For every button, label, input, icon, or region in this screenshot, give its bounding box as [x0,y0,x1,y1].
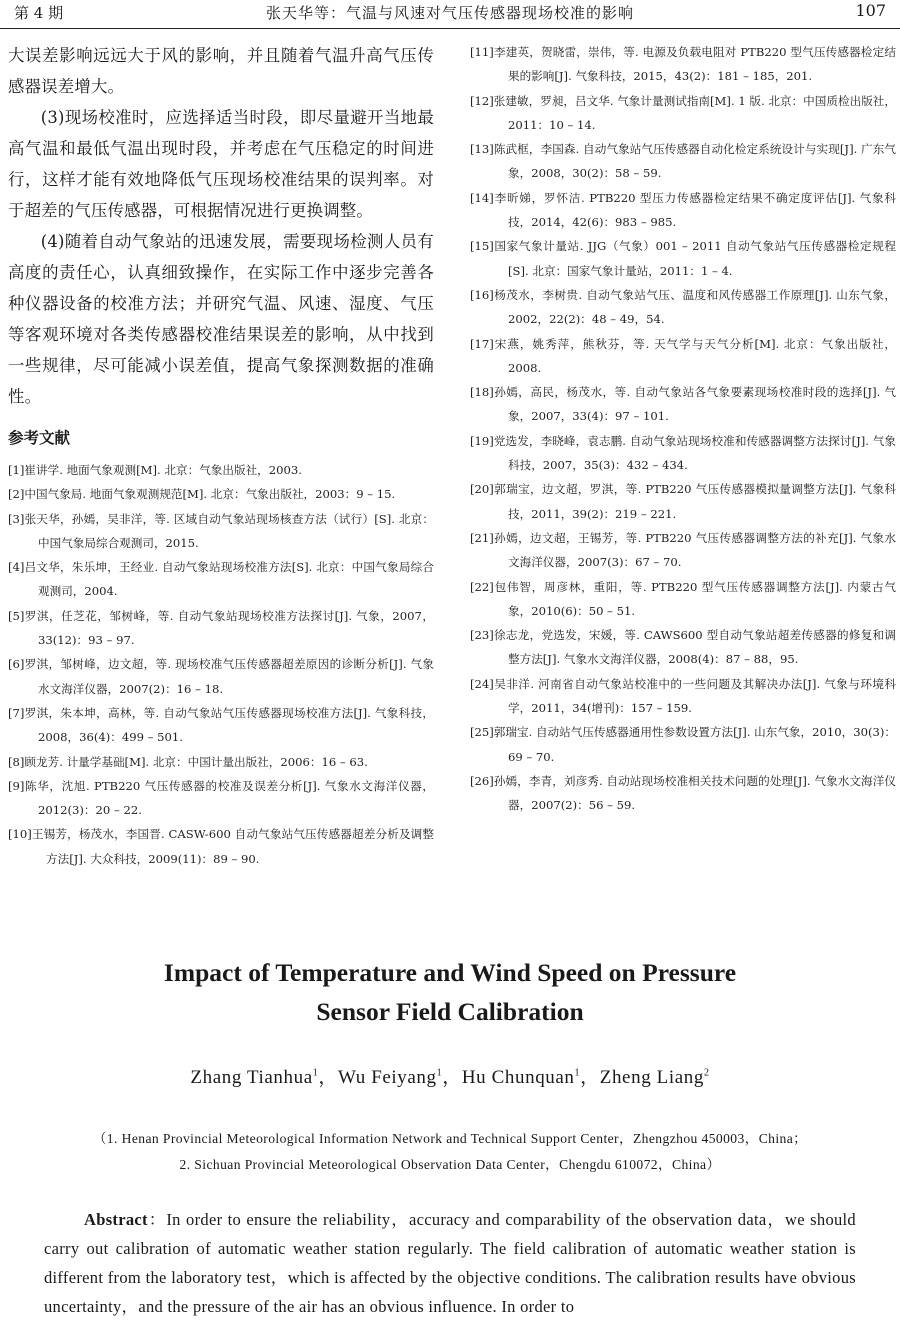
reference-item: [2]中国气象局. 地面气象观测规范[M]. 北京：气象出版社，2003：9 – 15. [8,487,396,502]
reference-item: [24]吴非洋. 河南省自动气象站校准中的一些问题及其解决办法[J]. 气象与环境科学，2011，34(增刊)：157 – 159. [470,676,896,716]
author-affiliation-mark: 1 [312,1067,319,1079]
author-name: Wu Feiyang [337,1067,437,1088]
reference-item: [20]郭瑞宝，边文超，罗淇，等. PTB220 气压传感器模拟量调整方法[J]. 气象科技，2011，39(2)：219 – 221. [470,482,896,521]
author-name: Hu Chunquan [461,1067,575,1088]
running-title: 张天华等：气温与风速对气压传感器现场校准的影响 [265,4,634,22]
reference-item: [18]孙嫣，高民，杨茂水，等. 自动气象站各气象要素现场校准时段的选择[J]. 气象，2007，33(4)：97 – 101. [470,385,896,424]
page-number: 107 [855,1,886,20]
reference-item: [3]张天华，孙嫣，吴非洋，等. 区域自动气象站现场核查方法（试行）[S]. 北京：中国气象局综合观测司，2015. [8,511,434,550]
reference-item: [8]顾龙芳. 计量学基础[M]. 北京：中国计量出版社，2006：16 – 63. [8,754,368,769]
body-paragraph: 大误差影响远远大于风的影响，并且随着气温升高气压传感器误差增大。 [8,46,434,96]
reference-item: [22]包伟智，周彦林，重阳，等. PTB220 型气压传感器调整方法[J]. 内蒙古气象，2010(6)：50 – 51. [470,579,896,618]
reference-item: [4]吕文华，朱乐坤，王经业. 自动气象站现场校准方法[S]. 北京：中国气象局综合观测司，2004. [8,560,434,599]
running-header [0,0,900,29]
author-affiliation-mark: 1 [574,1067,581,1079]
affiliation-line: （1. Henan Provincial Meteorological Information Network and Technical Support Center，Zhengzhou 450003，China； [92,1131,808,1146]
abstract-label: Abstract [84,1210,148,1229]
english-title-line: Impact of Temperature and Wind Speed on Pressure [163,958,737,987]
right-column [470,40,896,818]
reference-item: [6]罗淇，邹树峰，边文超，等. 现场校准气压传感器超差原因的诊断分析[J]. 气象水文海洋仪器，2007(2)：16 – 18. [8,657,434,696]
author-affiliation-mark: 2 [703,1067,710,1079]
author-name: Zheng Liang [599,1067,704,1088]
reference-item: [12]张建敏，罗昶，吕文华. 气象计量测试指南[M]. 1 版. 北京：中国质检出版社，2011：10 – 14. [470,93,896,132]
author-affiliation-mark: 1 [436,1067,443,1079]
author-name: Zhang Tianhua [190,1067,313,1088]
reference-item: [10]王锡芳，杨茂水，李国晋. CASW-600 自动气象站气压传感器超差分析及调整方法[J]. 大众科技，2009(11)：89 – 90. [8,827,434,866]
reference-item: [15]国家气象计量站. JJG（气象）001 – 2011 自动气象站气压传感器检定规程[S]. 北京：国家气象计量站，2011：1 – 4. [470,239,896,278]
reference-item: [19]党选发，李晓峰，袁志鹏. 自动气象站现场校准和传感器调整方法探讨[J]. 气象科技，2007，35(3)：432 – 434. [470,433,896,473]
affiliation-line: 2. Sichuan Provincial Meteorological Observation Data Center，Chengdu 610072，China） [179,1157,721,1172]
abstract-paragraph: Abstract：In order to ensure the reliability，accuracy and comparability of the observation data，we should carry out calibration of automatic weather station regularly. The field calibration of automatic weather station is different from the laboratory test，which is affected by the objective conditions. The calibration results have obvious uncertainty，and the pressure of the air has an obvious influence. In order to [44,1210,856,1316]
references-heading: 参考文献 [8,429,71,447]
abstract-text: In order to ensure the reliability，accuracy and comparability of the observation data，we should carry out calibration of automatic weather station regularly. The field calibration of automatic weather station is different from the laboratory test，which is affected by the objective conditions. The calibration results have obvious uncertainty，and the pressure of the air has an obvious influence. In order to [44,1210,856,1316]
issue-number: 第 4 期 [14,4,64,22]
body-paragraph: (3)现场校准时，应选择适当时段，即尽量避开当地最高气温和最低气温出现时段，并考虑在气压稳定的时间进行，这样才能有效地降低气压现场校准结果的误判率。对于超差的气压传感器，可根据情况进行更换调整。 [8,108,434,220]
reference-item: [16]杨茂水，李树贵. 自动气象站气压、温度和风传感器工作原理[J]. 山东气象，2002，22(2)：48 – 49，54. [470,287,896,327]
english-title [0,953,900,1031]
reference-item: [25]郭瑞宝. 自动站气压传感器通用性参数设置方法[J]. 山东气象，2010，30(3)：69 – 70. [470,725,896,764]
reference-item: [17]宋燕，姚秀萍，熊秋芬，等. 天气学与天气分析[M]. 北京：气象出版社，2008. [470,336,896,375]
reference-item: [5]罗淇，任芝花，邹树峰，等. 自动气象站现场校准方法探讨[J]. 气象，2007，33(12)：93 – 97. [8,608,434,648]
english-title-line: Sensor Field Calibration [316,997,584,1026]
left-column [8,40,434,871]
reference-item: [26]孙嫣，李青，刘彦秀. 自动站现场校准相关技术问题的处理[J]. 气象水文海洋仪器，2007(2)：56 – 59. [470,773,896,813]
reference-item: [13]陈武框，李国森. 自动气象站气压传感器自动化检定系统设计与实现[J]. 广东气象，2008，30(2)：58 – 59. [470,142,896,181]
body-paragraph: (4)随着自动气象站的迅速发展，需要现场检测人员有高度的责任心，认真细致操作，在实际工作中逐步完善各种仪器设备的校准方法；并研究气温、风速、湿度、气压等客观环境对各类传感器校准结果误差的影响，从中找到一些规律，尽可能减小误差值，提高气象探测数据的准确性。 [8,232,434,406]
author-list: Zhang Tianhua$^1$，Wu Feiyang$^1$，Hu Chunquan$^1$，Zheng Liang$^2$ [190,1067,710,1088]
reference-item: [9]陈华，沈旭. PTB220 气压传感器的校准及误差分析[J]. 气象水文海洋仪器，2012(3)：20 – 22. [8,778,434,818]
reference-item: [1]崔讲学. 地面气象观测[M]. 北京：气象出版社，2003. [8,463,302,477]
reference-item: [23]徐志龙，党选发，宋媛，等. CAWS600 型自动气象站超差传感器的修复和调整方法[J]. 气象水文海洋仪器，2008(4)：87 – 88，95. [470,628,896,667]
reference-item: [21]孙嫣，边文超，王锡芳，等. PTB220 气压传感器调整方法的补充[J]. 气象水文海洋仪器，2007(3)：67 – 70. [470,530,896,570]
reference-item: [11]李建英，贺晓雷，崇伟，等. 电源及负载电阻对 PTB220 型气压传感器检定结果的影响[J]. 气象科技，2015，43(2)：181 – 185，201. [470,45,896,84]
reference-item: [14]李昕娣，罗怀洁. PTB220 型压力传感器检定结果不确定度评估[J]. 气象科技，2014，42(6)：983 – 985. [470,190,896,230]
reference-item: [7]罗淇，朱本坤，高林，等. 自动气象站气压传感器现场校准方法[J]. 气象科技，2008，36(4)：499 – 501. [8,705,434,745]
